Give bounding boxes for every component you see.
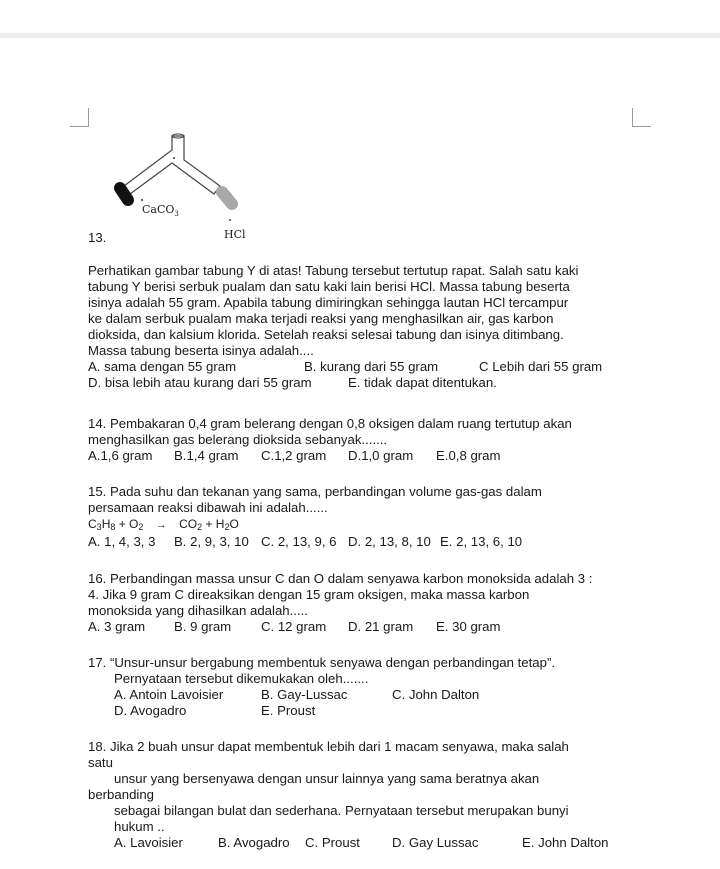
q15-option-d[interactable]: D. 2, 13, 8, 10 (348, 534, 431, 549)
margin-corner-left (70, 108, 89, 127)
question-13-number: 13. (88, 230, 107, 245)
q18-option-a[interactable]: A. Lavoisier (114, 835, 183, 850)
q13-stem-line: ke dalam serbuk pualam maka terjadi reaksi yang menghasilkan air, gas karbon (88, 311, 554, 326)
q15-option-a[interactable]: A. 1, 4, 3, 3 (88, 534, 156, 549)
question-18 (88, 739, 628, 851)
q16-stem-line: monoksida yang dihasilkan adalah..... (88, 603, 308, 618)
q18-stem-line: unsur yang bersenyawa dengan unsur lainnya yang sama beratnya akan (114, 771, 540, 786)
question-16 (88, 571, 628, 635)
q17-stem-line: 17. “Unsur-unsur bergabung membentuk senyawa dengan perbandingan tetap”. (88, 655, 555, 670)
q18-option-b[interactable]: B. Avogadro (218, 835, 290, 850)
q16-stem-line: 4. Jika 9 gram C direaksikan dengan 15 gram oksigen, maka massa karbon (88, 587, 530, 602)
q18-option-e[interactable]: E. John Dalton (522, 835, 609, 850)
hcl-solution (222, 192, 232, 204)
q16-option-c[interactable]: C. 12 gram (261, 619, 327, 634)
q14-option-a[interactable]: A.1,6 gram (88, 448, 153, 463)
reaction-arrow-icon: → (155, 519, 167, 531)
y-tube-outline (124, 136, 220, 194)
q17-option-c[interactable]: C. John Dalton (392, 687, 480, 702)
q16-option-a[interactable]: A. 3 gram (88, 619, 146, 634)
q17-stem-line: Pernyataan tersebut dikemukakan oleh....... (114, 671, 369, 686)
q16-option-e[interactable]: E. 30 gram (436, 619, 501, 634)
margin-corner-right (632, 108, 651, 127)
q15-reaction-equation: $C_3H_8 + O_2 \to CO_2 + H_2O$ (88, 517, 239, 532)
q14-option-d[interactable]: D.1,0 gram (348, 448, 414, 463)
caco3-label: CaCO$_3$ (142, 203, 179, 218)
q13-option-b[interactable]: B. kurang dari 55 gram (304, 359, 439, 374)
q15-option-c[interactable]: C. 2, 13, 9, 6 (261, 534, 337, 549)
q18-option-c[interactable]: C. Proust (305, 835, 360, 850)
q13-stem-line: tabung Y berisi serbuk pualam dan satu kaki lain berisi HCl. Massa tabung beserta (88, 279, 570, 294)
q16-option-b[interactable]: B. 9 gram (174, 619, 232, 634)
question-17 (88, 655, 628, 719)
q13-stem-line: isinya adalah 55 gram. Apabila tabung dimiringkan sehingga lautan HCl tercampur (88, 295, 569, 310)
q15-stem-line: 15. Pada suhu dan tekanan yang sama, perbandingan volume gas-gas dalam (88, 484, 542, 499)
question-14 (88, 416, 628, 464)
y-tube-illustration (112, 128, 272, 246)
q15-stem-line: persamaan reaksi dibawah ini adalah...... (88, 500, 328, 515)
q14-option-c[interactable]: C.1,2 gram (261, 448, 327, 463)
q14-stem-line: 14. Pembakaran 0,4 gram belerang dengan 0,8 oksigen dalam ruang tertutup akan (88, 416, 572, 431)
q13-option-e[interactable]: E. tidak dapat ditentukan. (348, 375, 497, 390)
q17-option-a[interactable]: A. Antoin Lavoisier (114, 687, 224, 702)
q16-stem-line: 16. Perbandingan massa unsur C dan O dalam senyawa karbon monoksida adalah 3 : (88, 571, 593, 586)
q15-option-e[interactable]: E. 2, 13, 6, 10 (440, 534, 523, 549)
q18-stem-line: satu (88, 755, 113, 770)
q14-option-e[interactable]: E.0,8 gram (436, 448, 501, 463)
q18-stem-line: berbanding (88, 787, 154, 802)
q16-option-d[interactable]: D. 21 gram (348, 619, 414, 634)
q13-option-d[interactable]: D. bisa lebih atau kurang dari 55 gram (88, 375, 312, 390)
q13-stem-line: Massa tabung beserta isinya adalah.... (88, 343, 314, 358)
q17-option-b[interactable]: B. Gay-Lussac (261, 687, 348, 702)
q14-option-b[interactable]: B.1,4 gram (174, 448, 239, 463)
q18-option-d[interactable]: D. Gay Lussac (392, 835, 479, 850)
q18-stem-line: 18. Jika 2 buah unsur dapat membentuk lebih dari 1 macam senyawa, maka salah (88, 739, 569, 754)
caco3-powder (120, 188, 128, 200)
q18-stem-line: sebagai bilangan bulat dan sederhana. Pernyataan tersebut merupakan bunyi (114, 803, 569, 818)
q18-stem-line: hukum .. (114, 819, 165, 834)
question-13 (88, 263, 628, 391)
q17-option-d[interactable]: D. Avogadro (114, 703, 187, 718)
y-tube-figure (112, 128, 272, 246)
q14-stem-line: menghasilkan gas belerang dioksida sebanyak....... (88, 432, 388, 447)
q13-option-a[interactable]: A. sama dengan 55 gram (88, 359, 237, 374)
question-15 (88, 484, 628, 550)
hcl-label: HCl (224, 228, 246, 241)
q13-stem-line: dioksida, dan kalsium klorida. Setelah reaksi selesai tabung dan isinya ditimbang. (88, 327, 564, 342)
q17-option-e[interactable]: E. Proust (261, 703, 316, 718)
top-bar (0, 0, 720, 33)
q15-option-b[interactable]: B. 2, 9, 3, 10 (174, 534, 249, 549)
q13-option-c[interactable]: C Lebih dari 55 gram (479, 359, 603, 374)
q13-stem-line: Perhatikan gambar tabung Y di atas! Tabung tersebut tertutup rapat. Salah satu kaki (88, 263, 579, 278)
top-divider (0, 33, 720, 38)
